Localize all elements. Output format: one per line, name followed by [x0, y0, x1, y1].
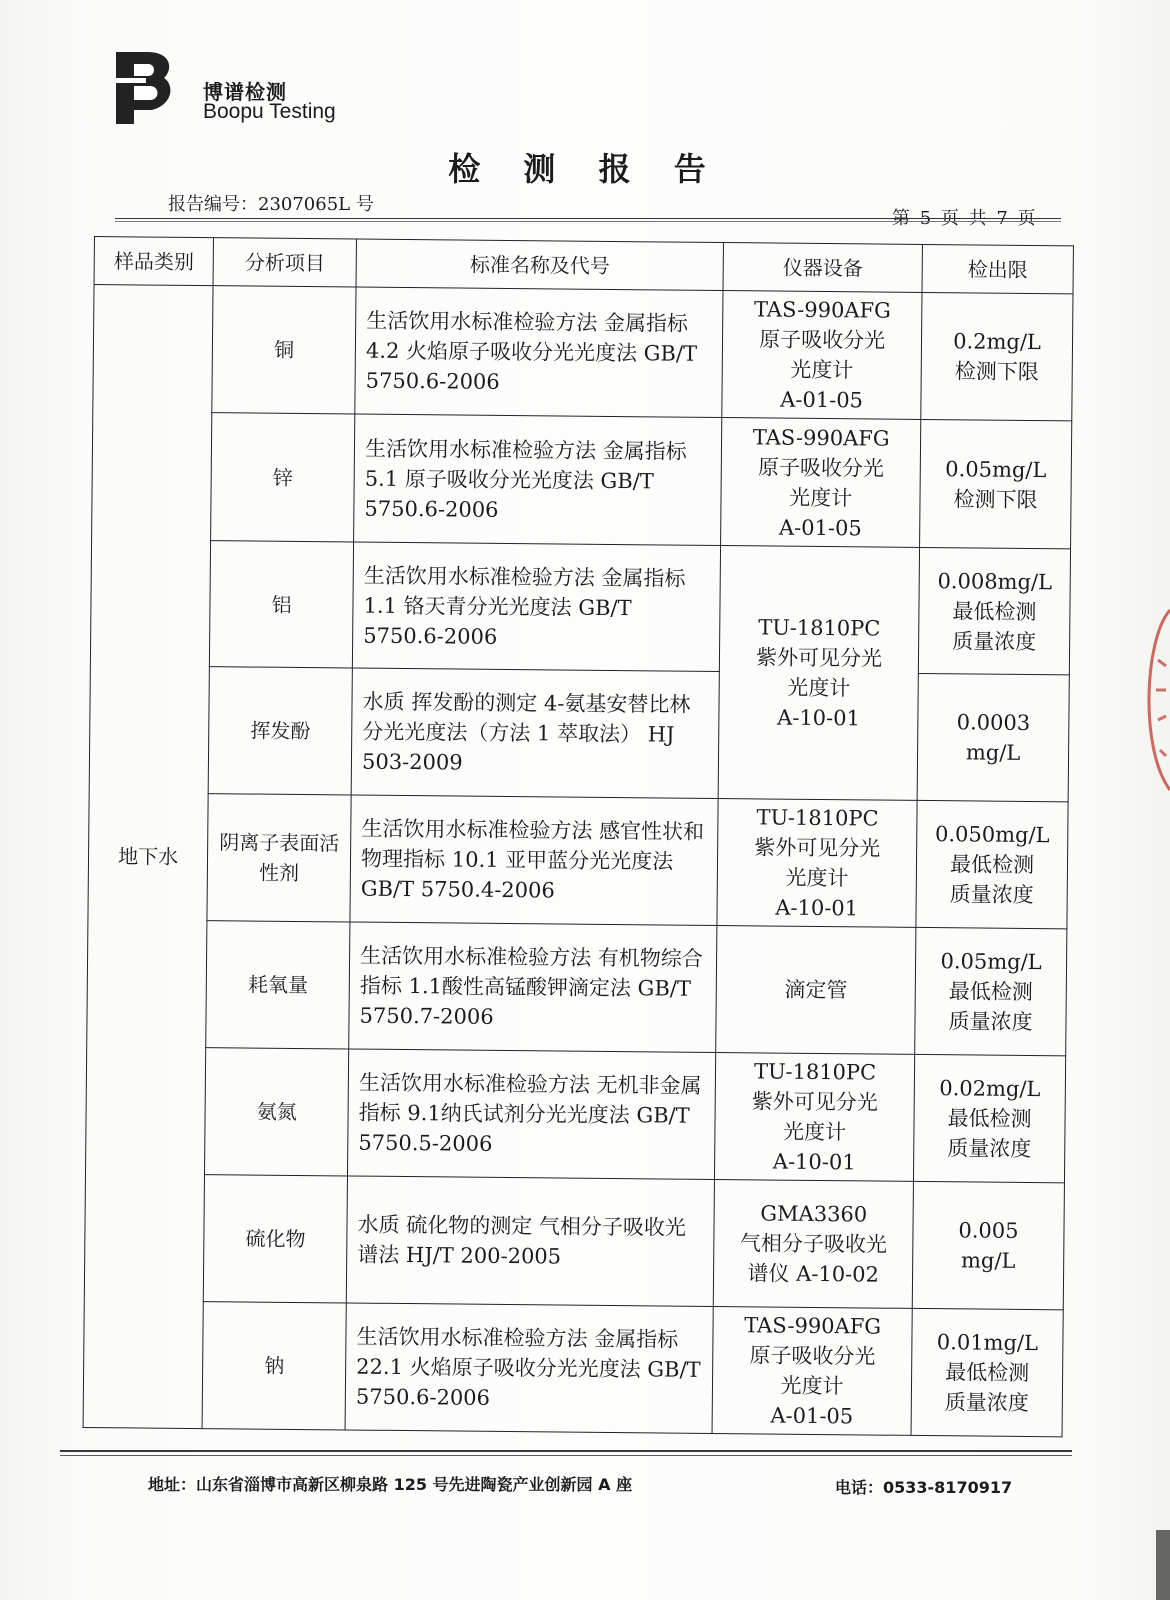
page-number	[892, 204, 1036, 230]
standard-cell: 生活饮用水标准检验方法 金属指标 4.2 火焰原子吸收分光光度法 GB/T 5750.6-2006	[355, 287, 723, 418]
instrument-line: TU-1810PC	[753, 1059, 877, 1085]
test-results-table	[83, 236, 1074, 1437]
limit-line: 0.005	[958, 1218, 1019, 1243]
limit-line: 质量浓度	[944, 1389, 1029, 1415]
sample-category-cell: 地下水	[83, 285, 213, 1429]
limit-line: 0.050mg/L	[934, 822, 1050, 848]
limit-line: 质量浓度	[948, 1009, 1033, 1034]
limit-line: 0.05mg/L	[940, 949, 1042, 975]
instrument-line: 谱仪 A-10-02	[747, 1261, 880, 1287]
document-title: 检 测 报 告	[448, 150, 722, 188]
limit-line: mg/L	[960, 1248, 1016, 1273]
footer-divider-secondary	[60, 1455, 1072, 1456]
instrument-cell	[721, 418, 921, 547]
instrument-line: 原子吸收分光	[749, 1343, 876, 1369]
instrument-line: A-10-01	[772, 1149, 856, 1175]
analysis-item-cell: 耗氧量	[206, 921, 350, 1049]
instrument-line: 光度计	[785, 865, 849, 891]
detection-limit-cell	[912, 1181, 1064, 1309]
detection-limit-cell	[920, 420, 1072, 549]
standard-cell: 生活饮用水标准检验方法 有机物综合指标 1.1酸性高锰酸钾滴定法 GB/T 5750.7-2006	[349, 922, 717, 1052]
instrument-cell	[718, 545, 919, 800]
limit-line: 检测下限	[953, 486, 1038, 512]
instrument-line: 紫外可见分光	[754, 835, 881, 861]
instrument-line: A-10-01	[775, 895, 859, 921]
instrument-line: A-01-05	[778, 515, 862, 541]
company-name-en: Boopu Testing	[203, 100, 336, 123]
table-row	[90, 539, 1070, 675]
instrument-line: 紫外可见分光	[755, 645, 883, 671]
detection-limit-cell	[917, 674, 1069, 802]
limit-line: 最低检测	[952, 598, 1037, 624]
footer-divider	[60, 1450, 1072, 1452]
limit-line: 0.2mg/L	[953, 329, 1042, 355]
table-row	[89, 666, 1069, 802]
instrument-line: 光度计	[790, 357, 854, 383]
instrument-line: TAS-990AFG	[744, 1313, 882, 1339]
instrument-cell	[712, 1306, 912, 1435]
analysis-item-cell: 阴离子表面活性剂	[207, 793, 351, 922]
table-row	[88, 792, 1068, 929]
limit-line: 最低检测	[947, 1106, 1032, 1131]
standard-cell: 生活饮用水标准检验方法 感官性状和物理指标 10.1 亚甲蓝分光光度法 GB/T 5750.4-2006	[350, 795, 718, 926]
instrument-line: TAS-990AFG	[753, 297, 891, 323]
limit-line: 最低检测	[949, 852, 1035, 878]
instrument-line: A-01-05	[770, 1403, 854, 1429]
limit-line: 质量浓度	[952, 628, 1037, 654]
analysis-item-cell: 氨氮	[205, 1047, 349, 1176]
instrument-cell	[722, 291, 922, 420]
instrument-line: TAS-990AFG	[752, 425, 890, 451]
table-row	[92, 412, 1072, 549]
instrument-line: 光度计	[780, 1373, 844, 1398]
footer-address: 地址：山东省淄博市高新区柳泉路 125 号先进陶瓷产业创新园 A 座	[148, 1475, 633, 1494]
limit-line: 检测下限	[954, 359, 1039, 385]
limit-line: 0.05mg/L	[945, 456, 1047, 482]
standard-cell: 水质 挥发酚的测定 4-氨基安替比林分光光度法（方法 1 萃取法） HJ 503-2009	[351, 668, 719, 798]
instrument-line: 原子吸收分光	[757, 455, 885, 481]
analysis-item-cell: 铜	[212, 286, 356, 415]
instrument-line: 紫外可见分光	[751, 1089, 878, 1115]
limit-line: 0.008mg/L	[937, 568, 1053, 594]
limit-line: 质量浓度	[947, 1136, 1032, 1161]
instrument-line: A-01-05	[780, 387, 864, 413]
instrument-line: 滴定管	[784, 977, 848, 1003]
header-divider	[115, 218, 1061, 219]
analysis-item-cell: 铝	[210, 541, 354, 669]
instrument-line: GMA3360	[760, 1201, 868, 1227]
instrument-cell	[713, 1180, 913, 1308]
standard-cell: 水质 硫化物的测定 气相分子吸收光谱法 HJ/T 200-2005	[346, 1176, 714, 1306]
instrument-line: 原子吸收分光	[759, 327, 886, 353]
limit-line: 最低检测	[948, 979, 1033, 1004]
footer-phone: 电话：0533-8170917	[835, 1478, 1013, 1497]
instrument-line: 光度计	[789, 485, 853, 510]
header-detection-limit: 检出限	[922, 244, 1073, 293]
report-number: 报告编号：2307065L 号	[168, 194, 374, 215]
red-seal-stamp-icon	[1134, 600, 1170, 800]
header-sample-category: 样品类别	[94, 237, 214, 286]
header-instrument: 仪器设备	[723, 243, 922, 293]
limit-line: mg/L	[965, 740, 1021, 765]
instrument-line: 光度计	[782, 1119, 847, 1145]
analysis-item-cell: 挥发酚	[208, 667, 352, 795]
standard-cell: 生活饮用水标准检验方法 金属指标 1.1 铬天青分光光度法 GB/T 5750.6-2006	[352, 542, 720, 672]
limit-line: 0.01mg/L	[936, 1329, 1039, 1355]
analysis-item-cell: 硫化物	[204, 1175, 348, 1303]
limit-line: 质量浓度	[949, 882, 1034, 908]
table-row	[84, 1174, 1064, 1310]
detection-limit-cell	[918, 547, 1070, 675]
header-divider-secondary	[115, 221, 1061, 222]
instrument-line: TU-1810PC	[758, 615, 881, 641]
standard-cell: 生活饮用水标准检验方法 无机非金属指标 9.1纳氏试剂分光光度法 GB/T 5750.5-2006	[348, 1049, 716, 1180]
instrument-cell	[715, 1052, 915, 1181]
limit-line: 最低检测	[945, 1359, 1030, 1385]
analysis-item-cell: 钠	[202, 1301, 346, 1430]
detection-limit-cell	[916, 800, 1068, 929]
header-analysis-item: 分析项目	[213, 238, 356, 287]
detection-limit-cell	[911, 1308, 1063, 1437]
limit-line: 0.02mg/L	[939, 1075, 1041, 1101]
boopu-logo-icon	[112, 48, 178, 128]
instrument-cell	[716, 926, 916, 1054]
instrument-line: A-10-01	[777, 705, 861, 731]
instrument-line: 气相分子吸收光	[739, 1231, 888, 1257]
limit-line: 0.0003	[956, 710, 1031, 736]
table-row	[86, 1046, 1066, 1183]
detection-limit-cell	[914, 1054, 1066, 1183]
detection-limit-cell	[921, 292, 1073, 421]
table-row	[83, 1300, 1063, 1437]
analysis-item-cell: 锌	[211, 413, 355, 542]
standard-cell: 生活饮用水标准检验方法 金属指标 5.1 原子吸收分光光度法 GB/T 5750.6-2006	[354, 414, 722, 545]
company-name-cn: 博谱检测	[203, 80, 287, 104]
header-standard: 标准名称及代号	[356, 239, 724, 291]
standard-cell: 生活饮用水标准检验方法 金属指标 22.1 火焰原子吸收分光光度法 GB/T 5750.6-2006	[345, 1302, 713, 1433]
page-edge-shadow	[1156, 1530, 1170, 1600]
instrument-line: 光度计	[787, 675, 851, 701]
detection-limit-cell	[915, 928, 1067, 1056]
table-row	[87, 920, 1067, 1056]
instrument-cell	[717, 798, 917, 927]
instrument-line: TU-1810PC	[756, 805, 879, 831]
table-row	[93, 285, 1073, 422]
